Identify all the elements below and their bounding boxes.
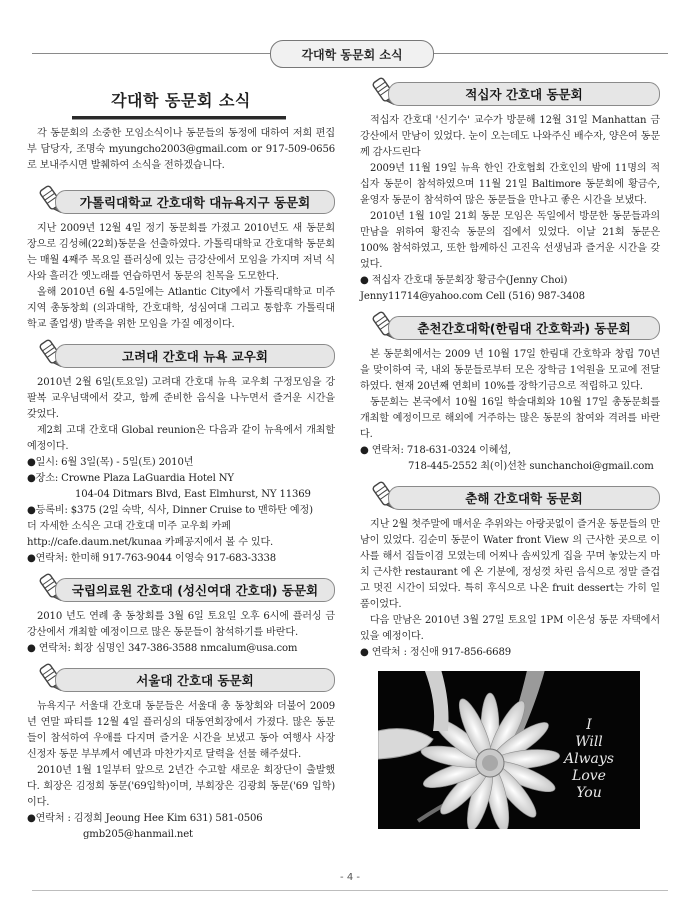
section-paragraph: 동문회는 본국에서 10월 16일 학술대회와 10월 17일 총동문회를 개최할 예정이므로 해외에 거주하는 많은 동문의 참여와 격려를 바란다. [360, 397, 660, 440]
poem-line: You [576, 785, 602, 801]
detail-line: 104-04 Ditmars Blvd, East Elmhurst, NY 11369 [75, 489, 311, 500]
detail-line: 718-445-2552 최(이)선찬 sunchanchoi@gmail.com [408, 461, 654, 472]
poem-line: Will [575, 734, 603, 750]
page-number: - 4 - [340, 872, 360, 883]
detail-line: Jenny11714@yahoo.com Cell (516) 987-3408 [360, 291, 585, 302]
poem-line: Love [572, 768, 606, 784]
detail-line: ●장소: Crowne Plaza LaGuardia Hotel NY [27, 473, 234, 484]
detail-line: ●등록비: $375 (2일 숙박, 식사, Dinner Cruise to 맨하탄 예정) [27, 505, 313, 516]
section-paragraph: 적십자 간호대 '신기수' 교수가 방문해 12월 31일 Manhattan 금강산에서 만남이 있었다. 눈이 오는데도 나와주신 배수자, 양은여 동문께 감사드린다 [360, 115, 660, 158]
section-title: 서울대 간호대 동문회 [55, 668, 335, 692]
section-title: 적십자 간호대 동문회 [388, 82, 660, 106]
detail-line: ●연락처: 한미해 917-763-9044 이영숙 917-683-3338 [27, 553, 277, 564]
detail-line: ● 연락처: 회장 심명인 347-386-3588 nmcalum@usa.com [27, 643, 298, 654]
section-paragraph: 2010년 2월 6일(토요일) 고려대 간호대 뉴욕 교우회 구정모임을 강팔복 교우님댁에서 갖고, 함께 준비한 음식을 나누면서 즐거운 시간을 갖었다. [27, 377, 335, 420]
section-heading [39, 664, 335, 692]
section-paragraph: 본 동문회에서는 2009 년 10월 17일 한림대 간호학과 창립 70년을 맞이하여 국, 내외 동문들로부터 모은 장학금 1억원을 모교에 전달하였다. 현재 20년째 연회비 10%를 장학기금으로 적립하고 있다. [360, 349, 660, 392]
section-paragraph: 지난 2009년 12월 4일 정기 동문회를 가졌고 2010년도 새 동문회장으로 김성혜(22회)동문을 선출하였다. 가톨릭대학교 간호대학 동문회는 매월 4째주 목요일 플러싱에 있는 금강산에서 모임을 가지며 저녁 식사와 흘러간 옛노래를 연습하면서 동문의 친목을 도모한다. [27, 223, 335, 282]
section-title: 가톨릭대학교 간호대학 대뉴욕지구 동문회 [55, 190, 335, 214]
left-column [27, 78, 335, 850]
section-heading [372, 482, 660, 510]
section-title: 국립의료원 간호대 (성신여대 간호대) 동문회 [55, 578, 335, 602]
section-paragraph: 제2회 고대 간호대 Global reunion은 다음과 같이 뉴욕에서 개최할 예정이다. [27, 425, 335, 452]
news-section [27, 664, 335, 843]
section-paragraph: 2010년 1월 10일 21회 동문 모임은 독일에서 방문한 동문들과의 만남을 위하여 황진숙 동문의 집에서 있었다. 이날 21회 동문은 100% 참석하였고, 또한 함께하신 고진옥 선생님과 즐거운 시간을 갖었다. [360, 211, 660, 270]
news-section [27, 186, 335, 333]
section-paragraph: 지난 2월 첫주말에 매서운 추위와는 아랑곳없이 즐거운 동문들의 만남이 있었다. 김순미 동문이 Water front View 의 근사한 곳으로 이사를 해서 집들이겸 모였는데 어찌나 솜씨있게 집을 꾸며 놓았는지 마치 근사한 restaurant 에 온 기분에, 정성껏 차린 음식으로 정말 즐겁고 멋진 시간이 되었다. 특히 후식으로 나온 fruit dessert는 가히 일품이었다. [360, 519, 660, 610]
detail-line: ●일시: 6월 3일(목) - 5일(토) 2010년 [27, 457, 194, 468]
intro-paragraph: 각 동문회의 소중한 모임소식이나 동문들의 동정에 대하여 저희 편집부 담당자, 조명숙 myungcho2003@gmail.com or 917-509-0656로 보내주시면 발췌하여 소식을 전하겠습니다. [27, 128, 335, 171]
detail-line: http://cafe.daum.net/kunaa 카페공지에서 볼 수 있다. [27, 537, 274, 548]
section-paragraph: 뉴욕지구 서울대 간호대 동문들은 서울대 총 동창회와 더불어 2009년 연말 파티를 12월 4일 플러싱의 대동연회장에서 가졌다. 많은 동문들이 참석하여 우애를 다지며 즐거운 시간을 보냈고 동아 여행사 사장 신정자 동문 부부께서 예년과 마찬가지로 달력을 선물 해주셨다. [27, 701, 335, 760]
right-column [360, 78, 660, 829]
section-heading [372, 312, 660, 340]
section-heading [372, 78, 660, 106]
section-heading [39, 574, 335, 602]
section-paragraph: 2009년 11월 19일 뉴욕 한인 간호협회 간호인의 밤에 11명의 적십자 동문이 참석하였으며 11월 21일 Baltimore 동문회에 황금수, 윤영자 동문이 참석하여 많은 동문들을 만나고 좋은 시간을 보냈다. [360, 163, 660, 206]
section-paragraph: 2010 년도 연례 총 동창회를 3월 6일 토요일 오후 6시에 플러싱 금강산에서 개최할 예정이므로 많은 동문들이 참석하기를 바란다. [27, 611, 335, 638]
news-section [360, 312, 660, 475]
section-title: 춘해 간호대학 동문회 [388, 486, 660, 510]
detail-line: ● 연락처: 718-631-0324 이혜섭, [360, 445, 511, 456]
detail-line: gmb205@hanmail.net [83, 829, 193, 840]
section-heading [39, 340, 335, 368]
page-section-tab: 각대학 동문회 소식 [270, 40, 434, 68]
news-section [360, 78, 660, 305]
footer-rule [32, 890, 668, 891]
daisy-photo [378, 671, 640, 829]
news-section [360, 482, 660, 661]
detail-line: ●연락처 : 김정희 Jeoung Hee Kim 631) 581-0506 [27, 813, 263, 824]
photo-caption [552, 717, 626, 802]
section-paragraph: 다음 만남은 2010년 3월 27일 토요일 1PM 이은성 동문 자택에서 있을 예정이다. [360, 615, 660, 642]
news-section [27, 574, 335, 657]
section-heading [39, 186, 335, 214]
page-title: 각대학 동문회 소식 [111, 91, 251, 110]
section-paragraph: 올해 2010년 6월 4-5일에는 Atlantic City에서 가톨릭대학교 미주지역 총동창회 (의과대학, 간호대학, 성심여대 그리고 통합후 가톨릭대학교 졸업생) 발족을 위한 모임을 가질 예정이다. [27, 287, 335, 330]
section-title: 춘천간호대학(한림대 간호학과) 동문회 [388, 316, 660, 340]
detail-line: ● 적십자 간호대 동문회장 황금수(Jenny Choi) [360, 275, 568, 286]
news-section [27, 340, 335, 567]
detail-line: ● 연락처 : 정신애 917-856-6689 [360, 647, 511, 658]
poem-line: Always [563, 751, 614, 767]
detail-line: 더 자세한 소식은 고대 간호대 미주 교우회 카페 [27, 521, 231, 532]
section-title: 고려대 간호대 뉴욕 교우회 [55, 344, 335, 368]
poem-line: I [586, 717, 592, 733]
section-paragraph: 2010년 1월 1일부터 앞으로 2년간 수고할 새로운 회장단이 출발했다. 회장은 김정희 동문('69입학)이며, 부회장은 김광희 동문('69 입학)이다. [27, 765, 335, 808]
title-underline [72, 116, 286, 120]
